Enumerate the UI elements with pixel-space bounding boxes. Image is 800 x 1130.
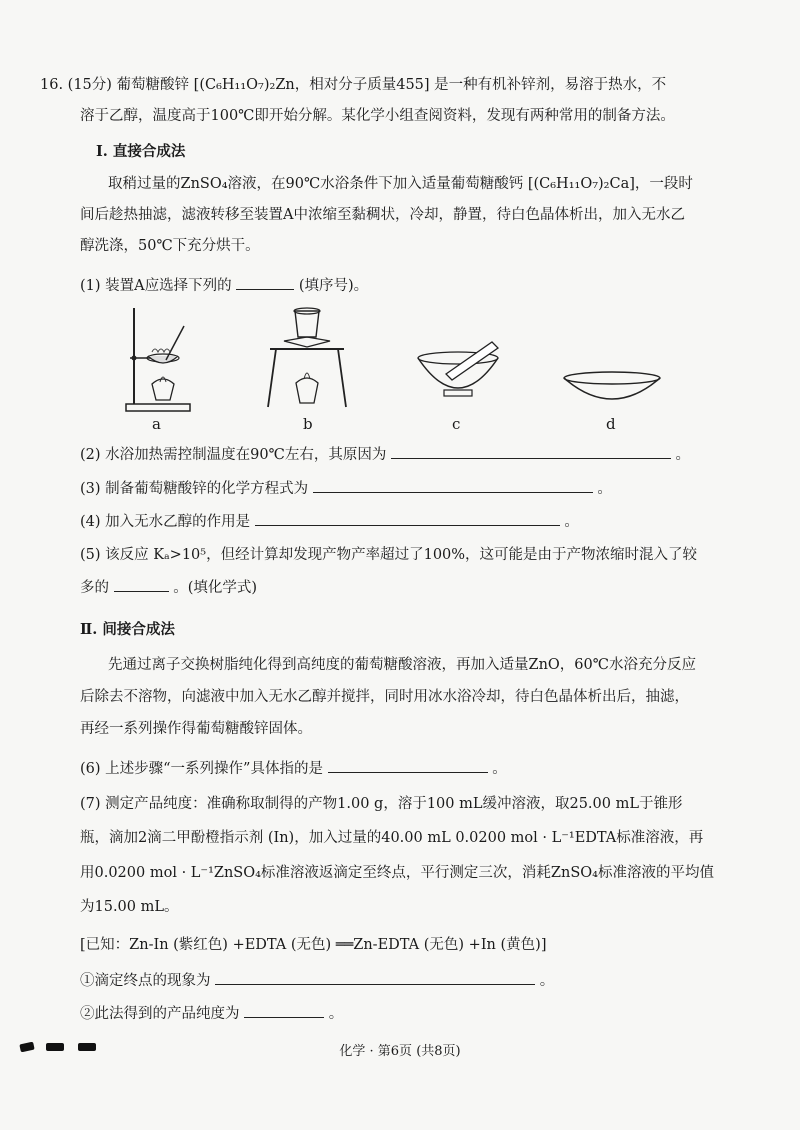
- part2-heading: Ⅱ. 间接合成法: [80, 621, 175, 638]
- question-2: [80, 444, 690, 465]
- part1-para-1: 取稍过量的ZnSO₄溶液，在90℃水浴条件下加入适量葡萄糖酸钙 [(C₆H₁₁O₇)₂Ca]，一段时: [108, 176, 693, 192]
- part1-para-3: 醇洗涤，50℃下充分烘干。: [80, 238, 260, 254]
- question-6: [80, 758, 507, 779]
- q5-answer-blank[interactable]: [114, 577, 169, 592]
- question-intro-1: 葡萄糖酸锌 [(C₆H₁₁O₇)₂Zn，相对分子质量455] 是一种有机补锌剂，易溶于热水，不: [116, 77, 667, 93]
- q3-suffix: 。: [597, 481, 612, 497]
- figure-label-c: c: [452, 415, 461, 433]
- question-intro-2: 溶于乙醇，温度高于100℃即开始分解。某化学小组查阅资料，发现有两种常用的制备方法。: [80, 108, 675, 124]
- known-reaction: [已知：Zn-In (紫红色) +EDTA (无色) ══Zn-EDTA (无色) +In (黄色)]: [80, 937, 547, 953]
- q4-answer-blank[interactable]: [255, 511, 560, 526]
- apparatus-c-mortar-and-pestle: [410, 338, 506, 408]
- q7-sub2-answer-blank[interactable]: [244, 1003, 324, 1018]
- question-7-line-2: 瓶，滴加2滴二甲酚橙指示剂 (In)，加入过量的40.00 mL 0.0200 mol · L⁻¹EDTA标准溶液，再: [80, 830, 704, 846]
- q4-text: (4) 加入无水乙醇的作用是: [80, 514, 251, 530]
- q5-text: 多的: [80, 580, 109, 596]
- page-footer: 化学 · 第6页 (共8页): [339, 1044, 461, 1059]
- question-7-sub-1: [80, 970, 554, 991]
- question-score: (15分): [67, 77, 112, 93]
- figure-label-d: d: [606, 415, 616, 433]
- q4-suffix: 。: [564, 514, 579, 530]
- q7-sub1-suffix: 。: [539, 973, 555, 989]
- apparatus-b-crucible-on-tripod: [262, 303, 352, 413]
- q7-sub1-answer-blank[interactable]: [215, 970, 535, 985]
- question-7-sub-2: [80, 1003, 343, 1024]
- q7-sub1-text: ①滴定终点的现象为: [80, 973, 211, 989]
- question-4: [80, 511, 579, 532]
- q2-text: (2) 水浴加热需控制温度在90℃左右，其原因为: [80, 447, 387, 463]
- figure-label-b: b: [303, 415, 313, 433]
- q1-text: (1) 装置A应选择下列的: [80, 278, 232, 294]
- q7-sub2-text: ②此法得到的产品纯度为: [80, 1006, 240, 1022]
- apparatus-a-evaporating-dish-on-stand: [118, 300, 198, 415]
- question-5-line-2: [80, 577, 257, 598]
- part1-para-2: 间后趁热抽滤，滤液转移至装置A中浓缩至黏稠状，冷却，静置，待白色晶体析出，加入无水乙: [80, 207, 685, 223]
- q3-answer-blank[interactable]: [313, 478, 593, 493]
- q2-answer-blank[interactable]: [391, 444, 671, 459]
- question-3: [80, 478, 612, 499]
- question-7-line-1: (7) 测定产品纯度：准确称取制得的产物1.00 g，溶于100 mL缓冲溶液，取25.00 mL于锥形: [80, 796, 683, 812]
- figure-label-a: a: [152, 415, 161, 433]
- q7-sub2-suffix: 。: [328, 1006, 344, 1022]
- q3-text: (3) 制备葡萄糖酸锌的化学方程式为: [80, 481, 309, 497]
- q1-suffix: (填序号)。: [298, 278, 369, 294]
- question-7-line-4: 为15.00 mL。: [80, 899, 179, 915]
- q6-answer-blank[interactable]: [328, 758, 488, 773]
- question-7-line-3: 用0.0200 mol · L⁻¹ZnSO₄标准溶液返滴定至终点，平行测定三次，消耗ZnSO₄标准溶液的平均值: [80, 865, 714, 881]
- part1-heading: Ⅰ. 直接合成法: [96, 143, 186, 160]
- q5-suffix: 。(填化学式): [173, 580, 258, 596]
- apparatus-d-evaporating-dish: [560, 368, 664, 408]
- part2-para-2: 后除去不溶物，向滤液中加入无水乙醇并搅拌，同时用冰水浴冷却，待白色晶体析出后，抽滤，: [80, 689, 689, 705]
- q2-suffix: 。: [675, 447, 691, 463]
- question-5-line-1: (5) 该反应 Kₐ>10⁵，但经计算却发现产物产率超过了100%，这可能是由于产物浓缩时混入了较: [80, 547, 698, 563]
- question-header: [40, 75, 666, 95]
- part2-para-3: 再经一系列操作得葡萄糖酸锌固体。: [80, 721, 312, 737]
- question-1: [80, 275, 368, 296]
- q6-text: (6) 上述步骤“一系列操作”具体指的是: [80, 761, 323, 777]
- question-number: 16.: [40, 77, 64, 93]
- q1-answer-blank[interactable]: [236, 275, 294, 290]
- q6-suffix: 。: [492, 761, 507, 777]
- part2-para-1: 先通过离子交换树脂纯化得到高纯度的葡萄糖酸溶液，再加入适量ZnO，60℃水浴充分反应: [108, 657, 696, 673]
